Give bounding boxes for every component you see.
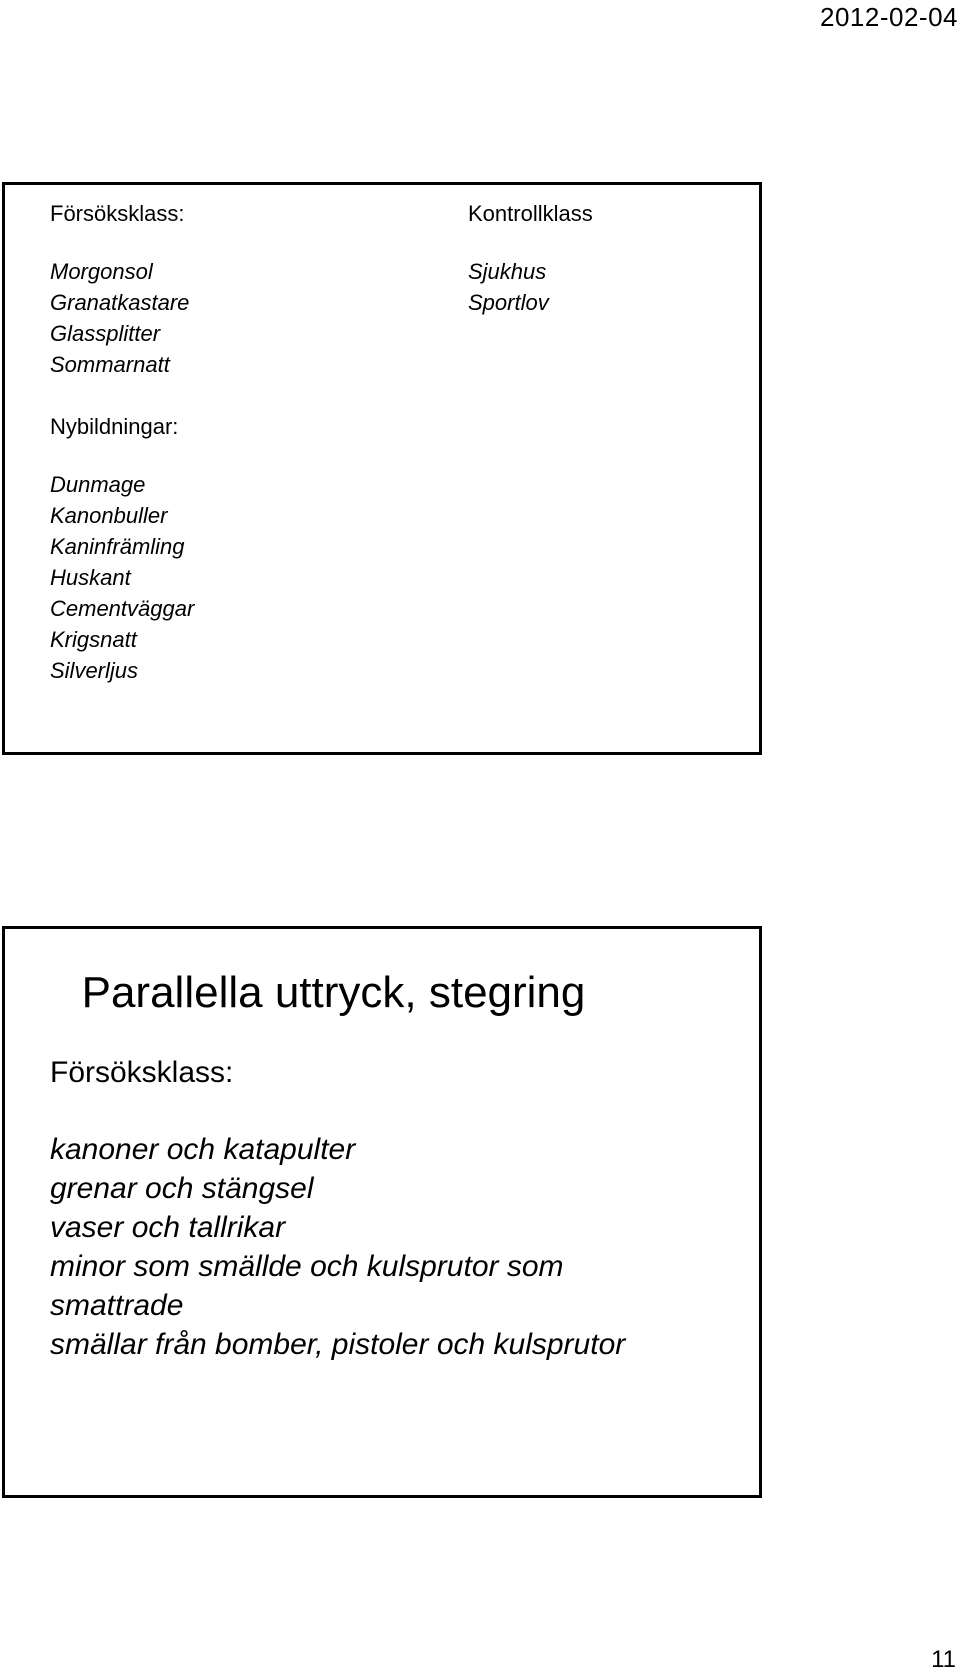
list-item: Sjukhus xyxy=(468,259,547,284)
slide-2-body xyxy=(50,1054,750,1364)
list-item: Krigsnatt xyxy=(50,627,137,652)
list-item: Sportlov xyxy=(468,290,549,315)
list-item: smattrade xyxy=(50,1289,184,1322)
list-item: Granatkastare xyxy=(50,290,190,315)
list-item: grenar och stängsel xyxy=(50,1172,314,1205)
experimental-word-list xyxy=(50,256,194,380)
list-item: minor som smällde och kulsprutor som xyxy=(50,1250,564,1283)
control-class-heading: Kontrollklass xyxy=(468,201,593,226)
slide-title: Parallella uttryck, stegring xyxy=(81,968,586,1017)
list-item: Silverljus xyxy=(50,658,139,683)
list-item: Glassplitter xyxy=(50,321,161,346)
experimental-class-column xyxy=(50,198,194,686)
list-item: kanoner och katapulter xyxy=(50,1133,356,1166)
control-word-list xyxy=(468,256,593,318)
list-item: Kanonbuller xyxy=(50,503,168,528)
list-item: Cementväggar xyxy=(50,596,195,621)
list-item: Kaninfrämling xyxy=(50,534,185,559)
slide-1 xyxy=(2,182,762,755)
list-item: vaser och tallrikar xyxy=(50,1211,286,1244)
list-item: Dunmage xyxy=(50,472,146,497)
new-formations-heading: Nybildningar: xyxy=(50,414,179,439)
experimental-class-heading: Försöksklass: xyxy=(50,201,185,226)
list-item: smällar från bomber, pistoler och kulsprutor xyxy=(50,1328,626,1361)
slide-2 xyxy=(2,926,762,1498)
list-item: Sommarnatt xyxy=(50,352,170,377)
parallel-phrases-list xyxy=(50,1130,750,1364)
page-number: 11 xyxy=(931,1646,956,1673)
list-item: Huskant xyxy=(50,565,131,590)
experimental-class-heading: Försöksklass: xyxy=(50,1056,234,1089)
control-class-column xyxy=(468,198,593,318)
new-formations-list xyxy=(50,469,194,686)
list-item: Morgonsol xyxy=(50,259,153,284)
document-date: 2012-02-04 xyxy=(820,2,958,32)
